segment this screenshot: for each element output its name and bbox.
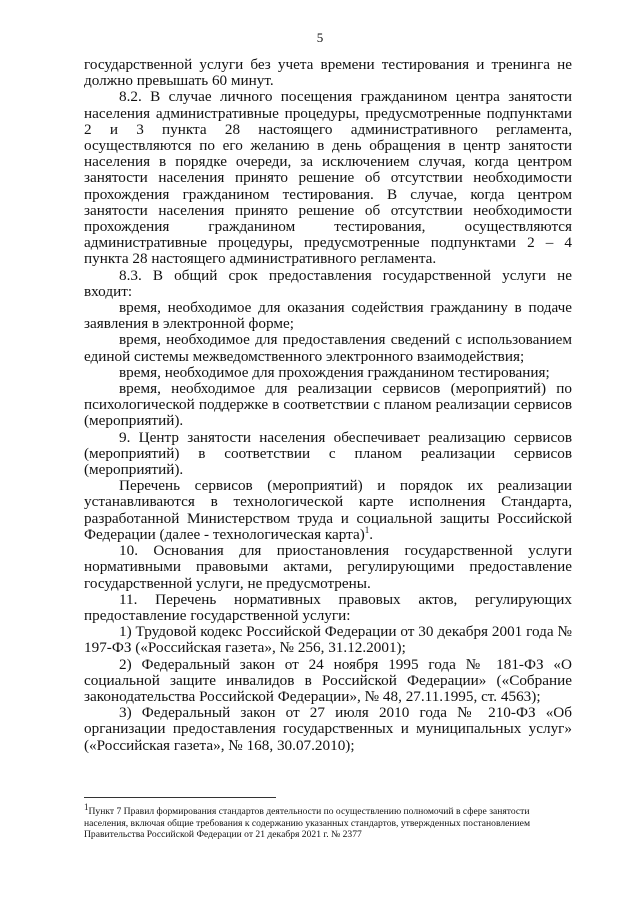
legal-act-2: 2) Федеральный закон от 24 ноября 1995 года № 181-ФЗ «О социальной защите инвалидов в Российской Федерации» («Собрание законодательства Российской Федерации», № 48, 27.11.1995, ст. 4563); — [84, 655, 572, 705]
paragraph-services-list: Перечень сервисов (мероприятий) и порядок их реализации устанавливаются в технологической карте исполнения Стандарта, разработанной Министерством труда и социальной защиты Российской Федерации (далее - технологическая карта)$^1$. — [84, 477, 572, 543]
footnote-body: Пункт 7 Правил формирования стандартов деятельности по осуществлению полномочий в сфере занятости населения, включая общие требования к содержанию указанных стандартов, утвержденных постановлением Правительства Российской Федерации от 21 декабря 2021 г. № 2377 — [84, 806, 531, 841]
paragraph-8-3: 8.3. В общий срок предоставления государственной услуги не входит: — [84, 266, 572, 300]
paragraph-services-list-text: Перечень сервисов (мероприятий) и порядок их реализации устанавливаются в технологической карте исполнения Стандарта, разработанной Министерством труда и социальной защиты Российской Федерации (далее - технологическая карта) — [84, 477, 572, 543]
paragraph-8-2: 8.2. В случае личного посещения гражданином центра занятости населения административные процедуры, предусмотренные подпунктами 2 и 3 пункта 28 настоящего административного регламента, осуществляются по его желанию в день обращения в центр занятости населения в порядке очереди, за исключением случая, когда центром занятости населения принято решение об отсутствии необходимости прохождения гражданином тестирования. В случае, когда центром занятости населения принято решение об отсутствии необходимости прохождения гражданином тестирования, осуществляются административные процедуры, предусмотренные подпунктами 2 – 4 пункта 28 настоящего административного регламента. — [84, 88, 572, 268]
paragraph-continuation: государственной услуги без учета времени тестирования и тренинга не должно превышать 60 минут. — [84, 56, 572, 90]
footnote-divider — [84, 797, 276, 798]
legal-act-1: 1) Трудовой кодекс Российской Федерации от 30 декабря 2001 года № 197-ФЗ («Российская газета», № 256, 31.12.2001); — [84, 623, 572, 657]
paragraph-8-3-item-1: время, необходимое для оказания содействия гражданину в подаче заявления в электронной форме; — [84, 299, 572, 333]
document-body — [84, 57, 572, 754]
paragraph-11: 11. Перечень нормативных правовых актов, регулирующих предоставление государственной услуги: — [84, 590, 572, 624]
paragraph-8-3-item-2: время, необходимое для предоставления сведений с использованием единой системы межведомственного электронного взаимодействия; — [84, 331, 572, 365]
footnote-text — [84, 801, 558, 841]
paragraph-8-3-item-4: время, необходимое для реализации сервисов (мероприятий) по психологической поддержке в соответствии с планом реализации сервисов (мероприятий). — [84, 380, 572, 430]
page-number: 5 — [316, 30, 324, 45]
paragraph-9: 9. Центр занятости населения обеспечивает реализацию сервисов (мероприятий) в соответствии с планом реализации сервисов (мероприятий). — [84, 428, 572, 479]
footnote-marker: 1 — [84, 801, 89, 812]
footnote-reference: 1 — [364, 524, 370, 535]
paragraph-8-3-item-3: время, необходимое для прохождения гражданином тестирования; — [119, 363, 550, 381]
legal-act-3: 3) Федеральный закон от 27 июля 2010 года № 210-ФЗ «Об организации предоставления государственных и муниципальных услуг» («Российская газета», № 168, 30.07.2010); — [84, 704, 572, 754]
footnote — [84, 801, 558, 841]
paragraph-10: 10. Основания для приостановления государственной услуги нормативными правовыми актами, регулирующими предоставление государственной услуги, не предусмотрены. — [84, 542, 572, 592]
